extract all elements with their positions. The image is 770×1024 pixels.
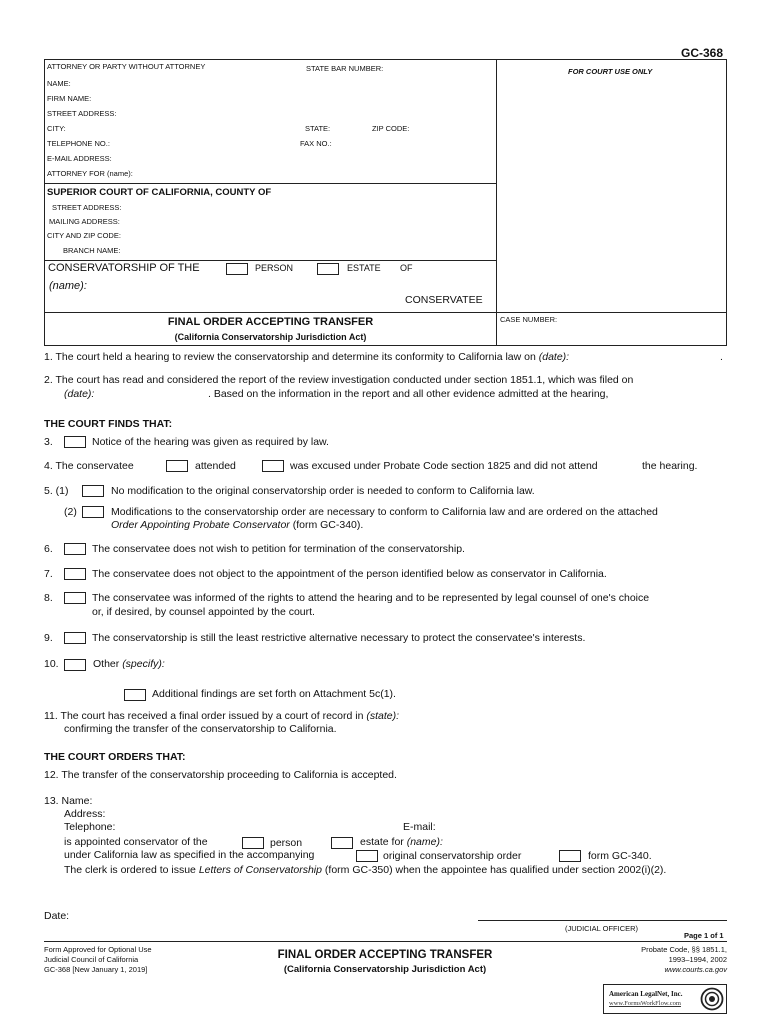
case-number-label: CASE NUMBER:: [500, 315, 558, 324]
item-5-2-line2: Order Appointing Probate Conservator (form GC-340).: [111, 519, 364, 531]
conservatee-name-label: (name):: [49, 280, 87, 292]
item-5-1-checkbox[interactable]: [82, 485, 104, 497]
item-7: The conservatee does not object to the appointment of the person identified below as conservator in California.: [92, 568, 607, 580]
form-gc340-label: form GC-340.: [588, 850, 652, 862]
item-1: 1. The court held a hearing to review the conservatorship and determine its conformity to California law on (date):: [44, 351, 570, 363]
footer-left-3: GC-368 [New January 1, 2019]: [44, 965, 148, 974]
page-number: Page 1 of 1: [684, 931, 724, 940]
legalnet-url: www.FormsWorkFlow.com: [609, 1000, 681, 1007]
fax-label: FAX NO.:: [300, 139, 332, 148]
original-order-checkbox[interactable]: [356, 850, 378, 862]
name-label: NAME:: [47, 79, 71, 88]
item-11-line2: confirming the transfer of the conservatorship to California.: [64, 723, 337, 735]
caption-title: FINAL ORDER ACCEPTING TRANSFER: [167, 316, 374, 328]
item-7-checkbox[interactable]: [64, 568, 86, 580]
item-4-end: the hearing.: [642, 460, 698, 472]
item-10-checkbox[interactable]: [64, 659, 86, 671]
legalnet-name: American LegalNet, Inc.: [609, 990, 683, 998]
item-8-checkbox[interactable]: [64, 592, 86, 604]
of-label: OF: [400, 263, 413, 273]
item-13-telephone: Telephone:: [64, 821, 116, 833]
attended-label: attended: [195, 460, 236, 472]
footer-left-1: Form Approved for Optional Use: [44, 945, 152, 954]
conservatorship-label: CONSERVATORSHIP OF THE: [48, 262, 200, 274]
item-8-line1: The conservatee was informed of the rights to attend the hearing and to be represented by legal counsel of one's choice: [92, 592, 650, 604]
estate-checkbox[interactable]: [317, 263, 339, 275]
item-6: The conservatee does not wish to petition for termination of the conservatorship.: [92, 543, 465, 555]
item-11-line1: 11. The court has received a final order issued by a court of record in (state):: [44, 710, 400, 722]
form-gc340-checkbox[interactable]: [559, 850, 581, 862]
court-city-label: CITY AND ZIP CODE:: [47, 231, 121, 240]
court-use-box: [496, 59, 727, 313]
item-3-num: 3.: [44, 436, 53, 448]
footer-right-3: www.courts.ca.gov: [664, 965, 727, 974]
street-label: STREET ADDRESS:: [47, 109, 117, 118]
item-10-num: 10.: [44, 658, 59, 670]
form-number: GC-368: [681, 46, 724, 60]
caption-left-box: [44, 59, 497, 184]
item-13-person-checkbox[interactable]: [242, 837, 264, 849]
item-2-date: (date):: [64, 388, 95, 400]
excused-label: was excused under Probate Code section 1825 and did not attend: [290, 460, 598, 472]
item-5-num: 5. (1): [44, 485, 69, 497]
item-13-appointed: is appointed conservator of the: [64, 836, 208, 848]
bar-number-label: STATE BAR NUMBER:: [306, 64, 384, 73]
item-13-estate: estate for (name):: [360, 836, 443, 848]
court-use-label: FOR COURT USE ONLY: [568, 67, 653, 76]
item-13-address: Address:: [64, 808, 106, 820]
item-5-2-checkbox[interactable]: [82, 506, 104, 518]
item-13-name: 13. Name:: [44, 795, 93, 807]
item-13-under: under California law as specified in the accompanying: [64, 849, 315, 861]
original-order-label: original conservatorship order: [383, 850, 522, 862]
item-3-checkbox[interactable]: [64, 436, 86, 448]
item-3: Notice of the hearing was given as required by law.: [92, 436, 329, 448]
item-13-clerk: The clerk is ordered to issue Letters of Conservatorship (form GC-350) when the appointee has qualified under section 2002(i)(2).: [64, 864, 667, 876]
state-label: STATE:: [305, 124, 331, 133]
conservatee-label: CONSERVATEE: [405, 294, 483, 306]
signature-line[interactable]: [478, 920, 727, 921]
item-5-2-line1: Modifications to the conservatorship order are necessary to conform to California law and are ordered on the attached: [111, 506, 658, 518]
court-name-label: SUPERIOR COURT OF CALIFORNIA, COUNTY OF: [47, 187, 272, 198]
item-7-num: 7.: [44, 568, 53, 580]
item-9: The conservatorship is still the least restrictive alternative necessary to protect the conservatee's interests.: [92, 632, 586, 644]
telephone-label: TELEPHONE NO.:: [47, 139, 110, 148]
item-9-checkbox[interactable]: [64, 632, 86, 644]
additional-findings-checkbox[interactable]: [124, 689, 146, 701]
legalnet-icon: [700, 987, 724, 1016]
item-10: Other (specify):: [93, 658, 165, 670]
item-2-line2: . Based on the information in the report and all other evidence admitted at the hearing,: [208, 388, 609, 400]
attorney-for-label: ATTORNEY FOR (name):: [47, 169, 133, 178]
footer-title: FINAL ORDER ACCEPTING TRANSFER: [277, 949, 493, 961]
court-orders-heading: THE COURT ORDERS THAT:: [44, 751, 186, 763]
person-label: PERSON: [255, 263, 294, 273]
item-12: 12. The transfer of the conservatorship proceeding to California is accepted.: [44, 769, 397, 781]
item-8-num: 8.: [44, 592, 53, 604]
item-6-num: 6.: [44, 543, 53, 555]
item-5-1: No modification to the original conservatorship order is needed to conform to California law.: [111, 485, 535, 497]
attended-checkbox[interactable]: [166, 460, 188, 472]
item-5-2-num: (2): [64, 506, 77, 518]
item-4-num: 4. The conservatee: [44, 460, 134, 472]
footer-subtitle: (California Conservatorship Jurisdiction Act): [283, 964, 487, 975]
item-13-estate-checkbox[interactable]: [331, 837, 353, 849]
judicial-officer-label: (JUDICIAL OFFICER): [565, 924, 639, 933]
attorney-label: ATTORNEY OR PARTY WITHOUT ATTORNEY: [47, 62, 206, 71]
zip-label: ZIP CODE:: [372, 124, 410, 133]
footer-right-1: Probate Code, §§ 1851.1,: [641, 945, 727, 954]
item-2-line1: 2. The court has read and considered the report of the review investigation conducted under section 1851.1, which was filed on: [44, 374, 634, 386]
firm-label: FIRM NAME:: [47, 94, 92, 103]
estate-label: ESTATE: [347, 263, 381, 273]
city-label: CITY:: [47, 124, 66, 133]
date-label: Date:: [44, 910, 70, 922]
court-street-label: STREET ADDRESS:: [52, 203, 122, 212]
footer-left-2: Judicial Council of California: [44, 955, 139, 964]
item-9-num: 9.: [44, 632, 53, 644]
footer-divider: [44, 941, 727, 942]
caption-subtitle: (California Conservatorship Jurisdiction Act): [174, 332, 367, 342]
footer-right-2: 1993–1994, 2002: [668, 955, 727, 964]
court-finds-heading: THE COURT FINDS THAT:: [44, 418, 173, 430]
item-13-email: E-mail:: [403, 821, 436, 833]
court-mailing-label: MAILING ADDRESS:: [49, 217, 120, 226]
email-label: E-MAIL ADDRESS:: [47, 154, 112, 163]
person-checkbox[interactable]: [226, 263, 248, 275]
court-branch-label: BRANCH NAME:: [63, 246, 121, 255]
additional-findings: Additional findings are set forth on Attachment 5c(1).: [152, 688, 396, 700]
item-6-checkbox[interactable]: [64, 543, 86, 555]
item-1-period: .: [720, 351, 723, 363]
item-13-person: person: [270, 837, 303, 849]
excused-checkbox[interactable]: [262, 460, 284, 472]
item-8-line2: or, if desired, by counsel appointed by the court.: [92, 606, 315, 618]
